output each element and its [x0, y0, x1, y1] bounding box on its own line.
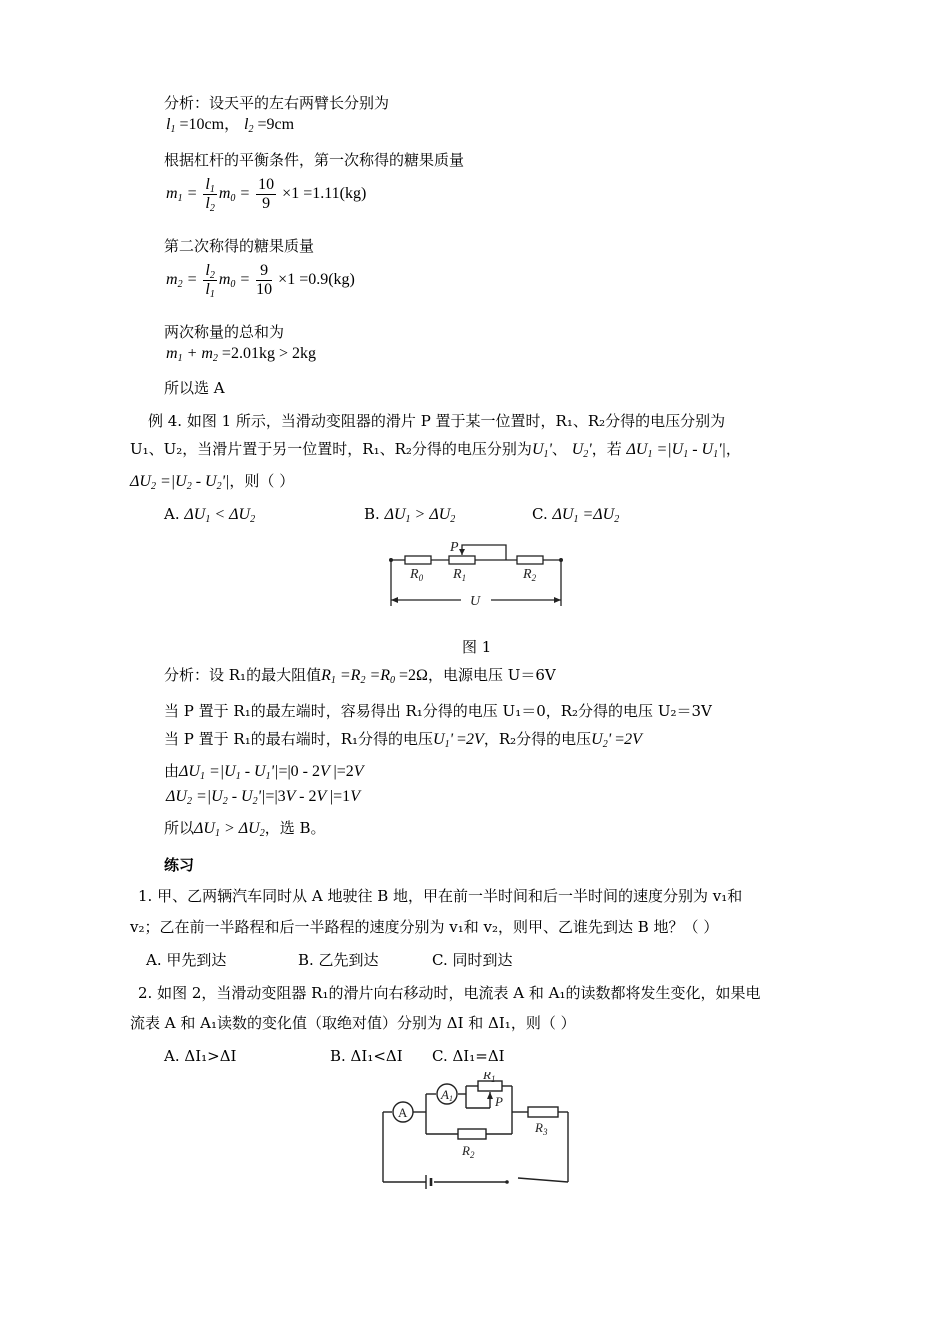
question-1-line2: v₂；乙在前一半路程和后一半路程的速度分别为 v₁和 v₂，则甲、乙谁先到达 B 地？（ ） [130, 918, 719, 936]
m1-result: ×1 =1.11(kg) [278, 185, 367, 202]
m2-fraction: $\frac{9}{10}$ [256, 261, 273, 298]
analysis2-line2: 当 P 置于 R₁的最左端时，容易得出 R₁分得的电压 U₁＝0，R₂分得的电压 U₂＝3V [164, 702, 712, 720]
example4-option-b: B. $\Delta U_1 > \Delta U_2$ [364, 505, 456, 525]
question-1-line1: 1. 甲、乙两辆汽车同时从 A 地驶往 B 地，甲在前一半时间和后一半时间的速度分别为 v₁和 [138, 887, 743, 905]
l2-over-l1-fraction: $\frac{l_2}{l_1}$ [205, 261, 215, 300]
svg-text:R1: $R_1$ [453, 567, 467, 583]
example4-line1: 例 4. 如图 1 所示，当滑动变阻器的滑片 P 置于某一位置时，R₁、R₂分得的电压分别为 [148, 412, 726, 430]
q2-option-c: C. ΔI₁=ΔI [432, 1047, 505, 1065]
q2-option-b: B. ΔI₁<ΔI [330, 1047, 403, 1065]
second-weighing-text: 第二次称得的糖果质量 [164, 237, 315, 255]
q2-option-a: A. ΔI₁>ΔI [164, 1047, 237, 1065]
example4-option-a: A. $\Delta U_1 < \Delta U_2$ [164, 505, 256, 525]
m1-fraction: $\frac{10}{9}$ [258, 175, 275, 212]
arm-lengths: $l_1 =10cm$， $l_2 =9cm$ [166, 116, 295, 135]
m2-equation: $m_2$ = $\frac{l_2}{l_1}$ $m_0$ = $\frac{9}{10}$ ×1 =0.9(kg) [166, 261, 355, 300]
analysis-intro: 分析：设天平的左右两臂长分别为 [164, 94, 390, 112]
sum-text: 两次称量的总和为 [164, 323, 285, 341]
m1-equation: $m_1$ = $\frac{l_1}{l_2}$ $m_0$ = $\frac{10}{9}$ ×1 =1.11(kg) [166, 175, 367, 214]
svg-text:R0: $R_0$ [410, 567, 424, 583]
svg-text:R2: $R_2$ [462, 1143, 475, 1160]
q1-option-a: A. 甲先到达 [146, 951, 227, 969]
analysis2-line3: 当 P 置于 R₁的最右端时，R₁分得的电压$U_1' =2V$，R₂分得的电压$U_2' =2V$ [164, 730, 642, 750]
svg-text:U: U [470, 594, 481, 609]
q1-option-b: B. 乙先到达 [298, 951, 379, 969]
analysis2-line4: 由$\Delta U_1 =|U_1 - U_1'|=|0 - 2V$ |=2V [164, 762, 364, 782]
conclusion-a: 所以选 A [164, 379, 225, 397]
svg-text:P: P [450, 540, 459, 555]
figure-2-circuit [378, 1072, 573, 1190]
m2-result: ×1 =0.9(kg) [274, 271, 355, 288]
l2-symbol: l [244, 116, 249, 133]
analysis2-line1: 分析：设 R₁的最大阻值$R_1 =R_2 =R_0 =2\Omega$，电源电压 U＝6V [164, 666, 556, 686]
example4-line3: $\Delta U_2 =|U_2 - U_2'|$，则（ ） [130, 472, 295, 492]
l2-value: =9cm [253, 116, 295, 133]
svg-text:A: A [398, 1105, 408, 1120]
l1-symbol: l [166, 116, 171, 133]
question-2-line1: 2. 如图 2，当滑动变阻器 R₁的滑片向右移动时，电流表 A 和 A₁的读数都将发生变化，如果电 [138, 984, 761, 1002]
svg-text:R3: $R_3$ [535, 1120, 548, 1137]
l1-over-l2-fraction: $\frac{l_1}{l_2}$ [205, 175, 215, 214]
analysis2-conclusion: 所以$\Delta U_1 > \Delta U_2$，选 B。 [164, 819, 326, 839]
balance-condition-text: 根据杠杆的平衡条件，第一次称得的糖果质量 [164, 151, 465, 169]
question-2-line2: 流表 A 和 A₁读数的变化值（取绝对值）分别为 ΔI 和 ΔI₁，则（ ） [130, 1014, 576, 1032]
figure-1-caption: 图 1 [462, 638, 492, 656]
svg-text:P: P [495, 1094, 503, 1109]
q1-option-c: C. 同时到达 [432, 951, 513, 969]
example4-option-c: C. $\Delta U_1 =\Delta U_2$ [532, 505, 620, 525]
svg-text:R1: $R_1$ [483, 1072, 496, 1084]
l1-value: =10cm， [175, 116, 241, 133]
sum-equation: $m_1 + m_2 =2.01kg > 2kg$ [166, 345, 316, 364]
figure-1-circuit [385, 538, 570, 610]
analysis2-line5: $\Delta U_2 =|U_2 - U_2'|=|3V - 2V$ |=1V [166, 788, 360, 807]
svg-text:R2: $R_2$ [523, 567, 537, 583]
example4-line2: U₁、U₂，当滑片置于另一位置时，R₁、R₂分得的电压分别为$U_1'$、 $U_2'$，若 $\Delta U_1 =|U_1 - U_1'|$， [130, 440, 741, 460]
svg-text:A1: A1 [441, 1087, 453, 1103]
practice-heading: 练习 [164, 856, 195, 874]
